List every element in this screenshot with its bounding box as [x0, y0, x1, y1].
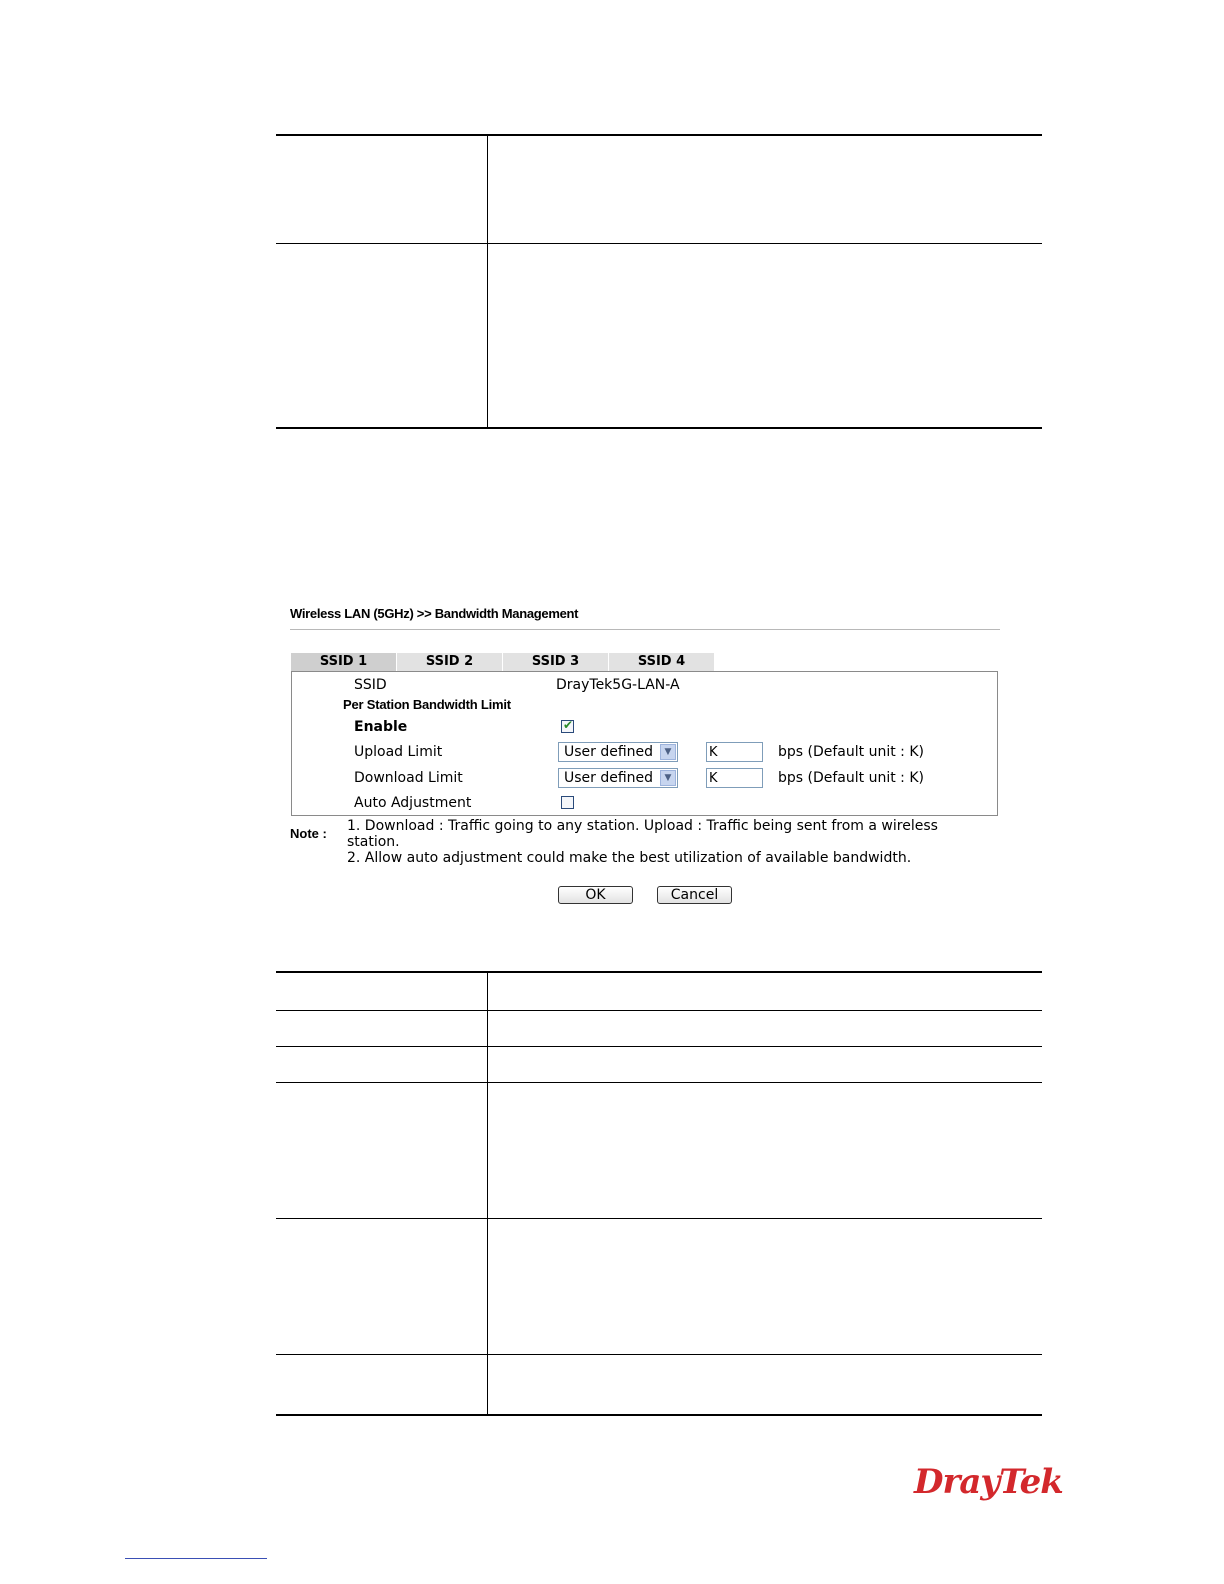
- ssid-label: SSID: [354, 677, 387, 693]
- ssid-value: DrayTek5G-LAN-A: [556, 677, 680, 693]
- download-limit-select-value: User defined: [564, 770, 654, 786]
- auto-adjustment-label: Auto Adjustment: [354, 795, 472, 811]
- auto-adjustment-checkbox[interactable]: [561, 796, 574, 809]
- description-table-top: [276, 134, 1042, 429]
- note-text: [347, 818, 967, 866]
- table-row: [276, 244, 1042, 427]
- download-limit-label: Download Limit: [354, 770, 463, 786]
- upload-unit-text: bps (Default unit : K): [778, 744, 924, 760]
- table-row: [276, 1011, 1042, 1047]
- draytek-logo: DrayTek: [914, 1462, 1063, 1502]
- tab-ssid-1[interactable]: SSID 1: [291, 653, 397, 671]
- upload-limit-select[interactable]: [558, 742, 678, 762]
- footer-link-underline: [125, 1558, 267, 1559]
- enable-checkbox[interactable]: [561, 720, 574, 733]
- note-label: Note :: [290, 826, 327, 841]
- table-row: [276, 1047, 1042, 1083]
- tab-ssid-2[interactable]: SSID 2: [397, 653, 503, 671]
- table-row: [276, 1355, 1042, 1414]
- table-row: [276, 1083, 1042, 1219]
- checkmark-icon: ✔: [563, 718, 574, 732]
- settings-panel: [291, 671, 998, 816]
- bandwidth-management-screenshot: [290, 604, 1002, 914]
- description-table-bottom: [276, 971, 1042, 1416]
- tab-ssid-4[interactable]: SSID 4: [609, 653, 715, 671]
- chevron-down-icon: ▼: [660, 744, 676, 760]
- section-title: Per Station Bandwidth Limit: [343, 697, 511, 712]
- table-row: [276, 973, 1042, 1011]
- ok-button[interactable]: OK: [558, 886, 633, 904]
- upload-limit-select-value: User defined: [564, 744, 654, 760]
- table-row: [276, 136, 1042, 244]
- tab-ssid-3[interactable]: SSID 3: [503, 653, 609, 671]
- enable-label: Enable: [354, 719, 408, 735]
- download-limit-input[interactable]: [706, 768, 763, 788]
- upload-limit-input[interactable]: [706, 742, 763, 762]
- page-title: Wireless LAN (5GHz) >> Bandwidth Management: [290, 606, 579, 621]
- ssid-tabs: [291, 653, 715, 671]
- chevron-down-icon: ▼: [660, 770, 676, 786]
- download-unit-text: bps (Default unit : K): [778, 770, 924, 786]
- upload-limit-label: Upload Limit: [354, 744, 443, 760]
- title-divider: [290, 629, 1000, 630]
- cancel-button[interactable]: Cancel: [657, 886, 732, 904]
- download-limit-select[interactable]: [558, 768, 678, 788]
- note-line-2: 2. Allow auto adjustment could make the best utilization of available bandwidth.: [347, 850, 912, 866]
- table-row: [276, 1219, 1042, 1355]
- note-line-1: 1. Download : Traffic going to any station. Upload : Traffic being sent from a wireless station.: [347, 818, 938, 850]
